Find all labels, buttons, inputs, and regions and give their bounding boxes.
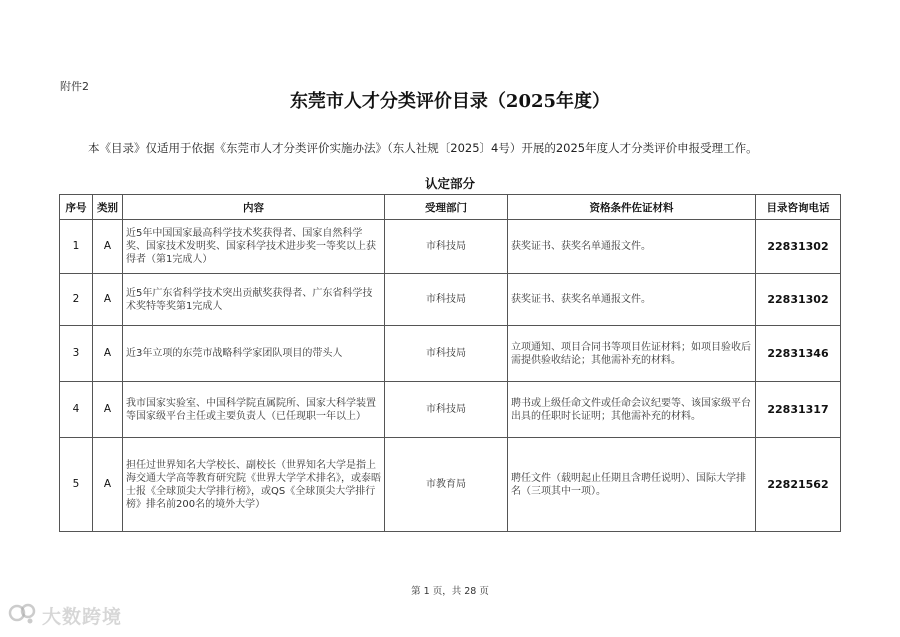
row-materials: 获奖证书、获奖名单通报文件。: [508, 220, 756, 274]
row-phone: 22831302: [756, 274, 841, 326]
table-row: [60, 274, 841, 326]
row-content: 近5年中国国家最高科学技术奖获得者、国家自然科学奖、国家技术发明奖、国家科学技术进步奖一等奖以上获得者（第1完成人）: [123, 220, 385, 274]
row-no: 4: [60, 382, 93, 438]
header-no: 序号: [60, 195, 93, 220]
row-category: A: [93, 438, 123, 532]
header-content: 内容: [123, 195, 385, 220]
document-title: 东莞市人才分类评价目录（2025年度）: [289, 91, 611, 112]
table-row: [60, 438, 841, 532]
page-footer: 第 1 页，共 28 页: [411, 586, 489, 597]
row-category: A: [93, 220, 123, 274]
row-content: 近3年立项的东莞市战略科学家团队项目的带头人: [123, 326, 385, 382]
row-category: A: [93, 382, 123, 438]
row-materials: 立项通知、项目合同书等项目佐证材料；如项目验收后需提供验收结论；其他需补充的材料。: [508, 326, 756, 382]
attachment-label: 附件2: [60, 80, 89, 93]
row-no: 3: [60, 326, 93, 382]
row-department: 市科技局: [385, 274, 508, 326]
row-no: 2: [60, 274, 93, 326]
row-phone: 22831302: [756, 220, 841, 274]
row-no: 5: [60, 438, 93, 532]
row-department: 市教育局: [385, 438, 508, 532]
section-title: 认定部分: [424, 176, 475, 191]
row-materials: 聘书或上级任命文件或任命会议纪要等、该国家级平台出具的任职时长证明；其他需补充的材料。: [508, 382, 756, 438]
row-department: 市科技局: [385, 382, 508, 438]
header-materials: 资格条件佐证材料: [508, 195, 756, 220]
row-no: 1: [60, 220, 93, 274]
row-materials: 聘任文件（载明起止任期且含聘任说明）、国际大学排名（三项其中一项）。: [508, 438, 756, 532]
row-category: A: [93, 326, 123, 382]
row-department: 市科技局: [385, 326, 508, 382]
watermark: [8, 600, 122, 630]
table-row: [60, 326, 841, 382]
brand-logo-icon: [8, 600, 38, 630]
header-phone: 目录咨询电话: [756, 195, 841, 220]
row-content: 我市国家实验室、中国科学院直属院所、国家大科学装置等国家级平台主任或主要负责人（已任现职一年以上）: [123, 382, 385, 438]
table-row: [60, 220, 841, 274]
header-department: 受理部门: [385, 195, 508, 220]
row-phone: 22831317: [756, 382, 841, 438]
watermark-text: 大数跨境: [42, 605, 123, 628]
row-phone: 22821562: [756, 438, 841, 532]
table-row: [60, 382, 841, 438]
catalog-table: [59, 194, 841, 532]
row-materials: 获奖证书、获奖名单通报文件。: [508, 274, 756, 326]
row-phone: 22831346: [756, 326, 841, 382]
row-department: 市科技局: [385, 220, 508, 274]
header-category: 类别: [93, 195, 123, 220]
row-content: 担任过世界知名大学校长、副校长（世界知名大学是指上海交通大学高等教育研究院《世界大学学术排名》，或泰晤士报《全球顶尖大学排行榜》，或QS《全球顶尖大学排行榜》排名前200名的境外大学）: [123, 438, 385, 532]
intro-paragraph: 本《目录》仅适用于依据《东莞市人才分类评价实施办法》（东人社规〔2025〕4号）开展的2025年度人才分类评价申报受理工作。: [88, 141, 758, 155]
row-content: 近5年广东省科学技术突出贡献奖获得者、广东省科学技术奖特等奖第1完成人: [123, 274, 385, 326]
table-header-row: [60, 195, 841, 220]
row-category: A: [93, 274, 123, 326]
